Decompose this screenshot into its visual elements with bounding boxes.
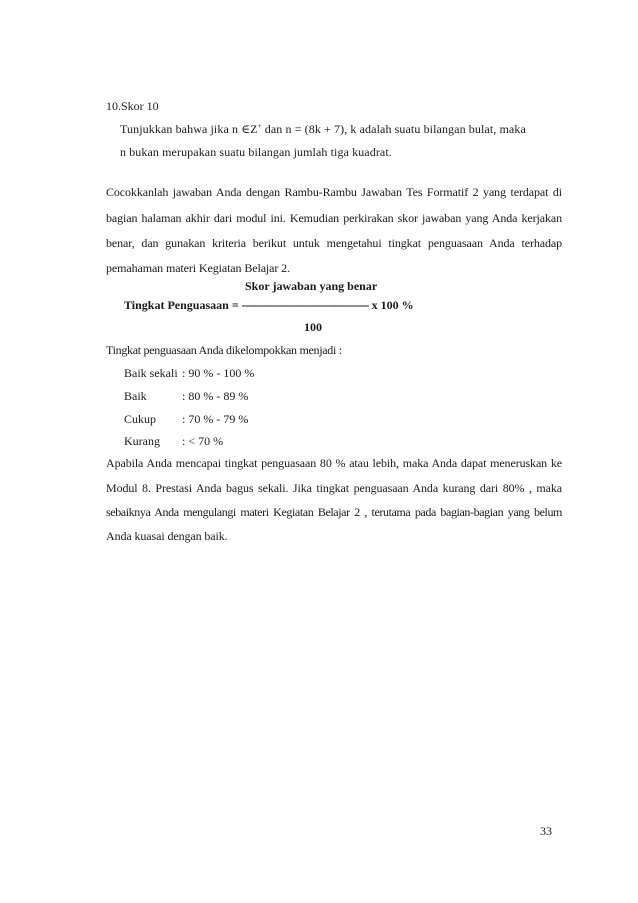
formula-bar: ----------------------------------------- — [241, 298, 369, 312]
page-number: 33 — [540, 824, 552, 838]
level-label: Baik sekali — [124, 366, 178, 380]
exercise-heading: 10.Skor 10 — [106, 99, 159, 113]
exercise-line-1-pre: Tunjukkan bahwa jika n — [120, 122, 242, 136]
level-label: Baik — [124, 389, 147, 403]
level-label: Cukup — [124, 412, 157, 426]
conclusion-line-2: Modul 8. Prestasi Anda bagus sekali. Jika tingkat penguasaan Anda kurang dari 80% , maka — [106, 481, 562, 495]
formula-row — [124, 298, 414, 312]
superscript-plus: + — [257, 122, 262, 130]
formula-numerator: Skor jawaban yang benar — [245, 279, 378, 293]
conclusion-line-3: sebaiknya Anda mengulangi materi Kegiatan Belajar 2 , terutama pada bagian-bagian yang belum — [106, 505, 562, 519]
exercise-line-1-post: dan n = (8k + 7), k adalah suatu bilangan bulat, maka — [261, 122, 526, 136]
level-range: : 70 % - 79 % — [182, 412, 249, 426]
element-of-symbol: ∈ — [241, 122, 251, 136]
level-range: : 90 % - 100 % — [182, 366, 255, 380]
conclusion-line-1: Apabila Anda mencapai tingkat penguasaan 80 % atau lebih, maka Anda dapat meneruskan ke — [106, 456, 562, 470]
exercise-line-1 — [120, 122, 526, 138]
formula-multiplier: x 100 % — [368, 298, 414, 312]
instructions-line-4: pemahaman materi Kegiatan Belajar 2. — [106, 261, 290, 275]
level-range: : 80 % - 89 % — [182, 389, 249, 403]
instructions-line-1: Cocokkanlah jawaban Anda dengan Rambu-Rambu Jawaban Tes Formatif 2 yang terdapat di — [106, 185, 562, 199]
formula-denominator: 100 — [304, 320, 322, 334]
level-row — [124, 412, 248, 426]
level-row — [124, 366, 254, 380]
exercise-line-2: n bukan merupakan suatu bilangan jumlah tiga kuadrat. — [120, 145, 392, 159]
instructions-line-3: benar, dan gunakan kriteria berikut untuk mengetahui tingkat penguasaan Anda terhadap — [106, 236, 562, 250]
level-range: : < 70 % — [182, 434, 224, 448]
level-label: Kurang — [124, 434, 160, 448]
formula-lhs: Tingkat Penguasaan = — [124, 298, 242, 312]
instructions-line-2: bagian halaman akhir dari modul ini. Kemudian perkirakan skor jawaban yang Anda kerjakan — [106, 211, 562, 225]
level-row — [124, 434, 223, 448]
conclusion-line-4: Anda kuasai dengan baik. — [106, 529, 228, 543]
level-row — [124, 389, 248, 403]
levels-intro: Tingkat penguasaan Anda dikelompokkan menjadi : — [106, 343, 342, 357]
set-z: Z — [250, 122, 258, 136]
